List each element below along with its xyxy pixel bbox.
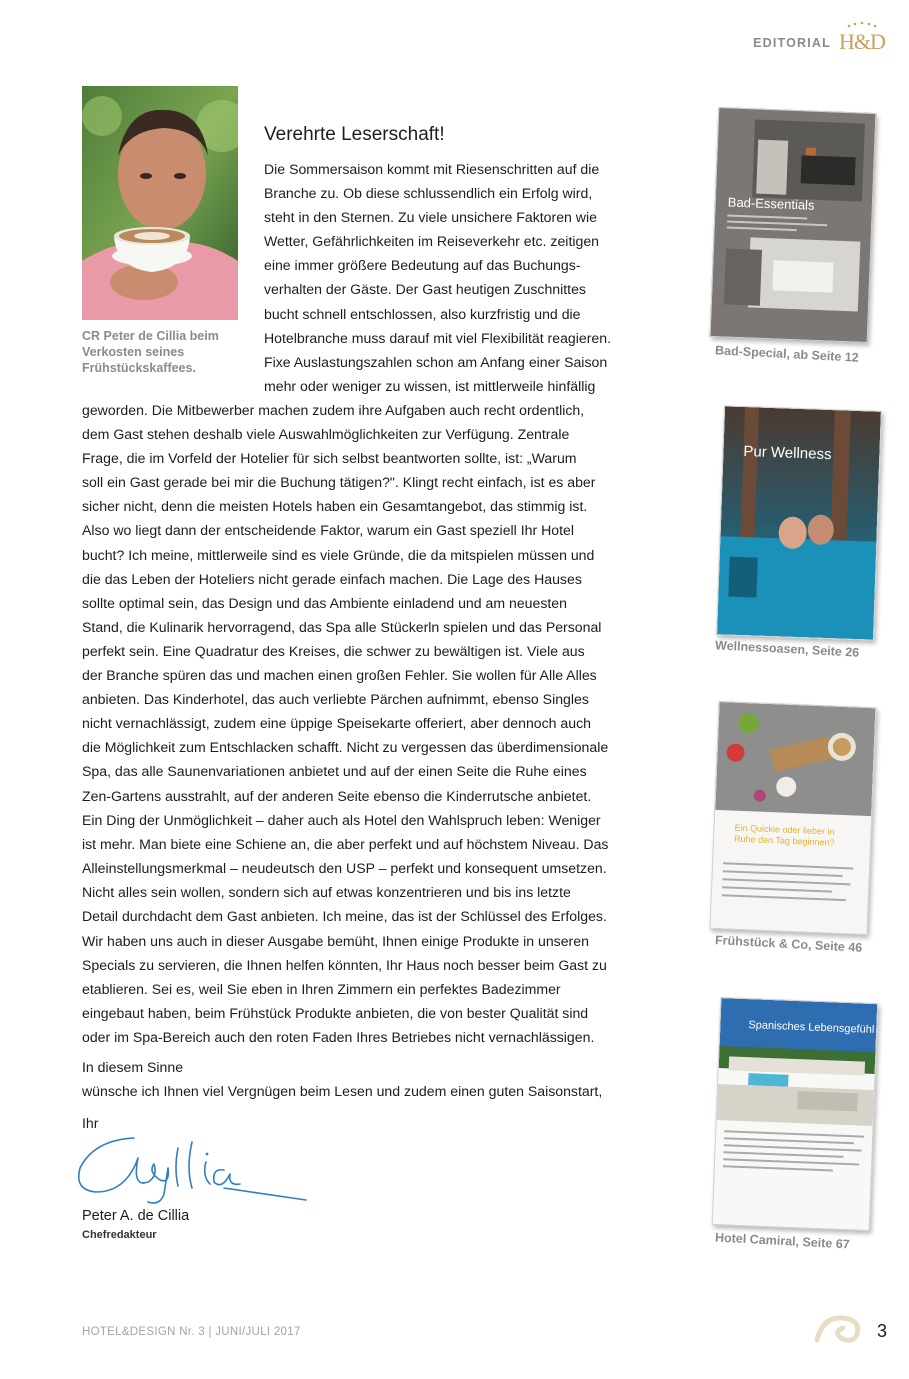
- text-line: geworden. Die Mitbewerber machen zudem ihre Aufgaben auch recht ordentlich,: [82, 402, 585, 418]
- text-line: bucht schnell entschlossen, also kurzfristig und die: [264, 305, 581, 322]
- decorative-swirl-icon: [809, 1300, 869, 1350]
- text-line: Hotelbranche muss darauf mit viel Flexibilität reagieren.: [264, 329, 612, 346]
- text-line: eine immer größere Bedeutung auf das Buchungs-: [264, 257, 581, 274]
- text-line: Specials zu servieren, die Ihnen helfen könnten, Ihr Haus noch besser beim Gast zu: [82, 957, 607, 974]
- closing-ihr: Ihr: [82, 1115, 99, 1131]
- cover-title: Spanisches Lebensgefühl: [748, 1019, 875, 1036]
- text-line: Detail durchdacht dem Gast anbieten. Ich meine, das ist der Schlüssel des Erfolges.: [82, 907, 607, 924]
- signature-name: Peter A. de Cillia: [82, 1208, 190, 1224]
- caption-line: Verkosten seines: [82, 345, 185, 359]
- text-line: nicht vernachlässigt, zudem eine üppige Speisekarte offeriert, aber dennoch auch: [82, 715, 591, 732]
- text-line: Fixe Auslastungszahlen schon am Anfang einer Saison: [264, 353, 608, 370]
- cover-bad-special[interactable]: [710, 107, 877, 343]
- text-line: In diesem Sinne: [82, 1059, 184, 1075]
- body-paragraph-2: [82, 929, 682, 1049]
- text-line: der Branche spüren das und machen einen großen Fehler. Sie wollen für Alle Alles: [82, 667, 597, 684]
- text-line: Ein Ding der Unmöglichkeit – daher auch als Hotel den Wahlspruch leben: Weniger: [82, 811, 601, 828]
- text-line: Alleinstellungsmerkmal – neudeutsch den USP – perfekt und konsequent umsetzen.: [82, 859, 607, 876]
- signature-role: Chefredakteur: [82, 1229, 157, 1241]
- caption-line: Frühstückskaffees.: [82, 361, 196, 375]
- text-line: dem Gast stehen deshalb viele Auswahlmöglichkeiten zur Verfügung. Zentrale: [82, 426, 570, 443]
- cover-title: Pur Wellness: [743, 443, 832, 464]
- hd-logo: [835, 20, 889, 54]
- cover-title: Bad-Essentials: [727, 194, 815, 213]
- cover-hotel-camiral[interactable]: [712, 997, 879, 1231]
- portrait-photo: [82, 86, 238, 320]
- closing-text: [82, 1055, 682, 1103]
- text-line: Wir haben uns auch in dieser Ausgabe bemüht, Ihnen einige Produkte in unseren: [82, 933, 589, 949]
- text-line: Wetter, Gefährlichkeiten im Reiseverkehr etc. zeitigen: [264, 233, 600, 250]
- text-line: Nicht alles sein wollen, sondern sich auf etwas konzentrieren und bis ins letzte: [82, 883, 571, 900]
- page-number: 3: [876, 1321, 887, 1341]
- logo-text: H&D: [839, 29, 885, 54]
- section-label: EDITORIAL: [753, 36, 831, 50]
- text-line: die Möglichkeit zum Entschlacken schafft. Nicht zu vergessen das überdimensionale: [82, 739, 609, 756]
- text-line: perfekt sein. Eine Quadratur des Kreises, die schwer zu bewältigen ist. Viele aus: [82, 642, 585, 659]
- cover-title: Ein Quickie oder lieber in Ruhe den Tag beginnen?: [733, 822, 835, 848]
- photo-caption: [82, 328, 252, 376]
- body-text-indented: [264, 157, 684, 398]
- text-line: bucht? Ich meine, mittlerweile sind es viele Gründe, die da mitspielen müssen und: [82, 546, 595, 563]
- caption-line: CR Peter de Cillia beim: [82, 329, 219, 343]
- text-line: soll ein Gast gerade bei mir die Buchung tätigen?". Klingt recht einfach, ist es aber: [82, 474, 596, 491]
- cover-caption[interactable]: Wellnessoasen, Seite 26: [714, 638, 860, 660]
- text-line: Die Sommersaison kommt mit Riesenschritten auf die: [264, 161, 600, 177]
- cover-caption[interactable]: Hotel Camiral, Seite 67: [714, 1230, 851, 1252]
- cover-caption[interactable]: Bad-Special, ab Seite 12: [714, 343, 860, 365]
- text-line: ist mehr. Man biete eine Schiene an, die aber perfekt und auf höchstem Niveau. Das: [82, 835, 609, 852]
- text-line: oder im Spa-Bereich auch den roten Faden Ihres Betriebes nicht vernachlässigen.: [82, 1029, 595, 1046]
- text-line: steht in den Sternen. Zu viele unsichere Faktoren wie: [264, 209, 597, 226]
- text-line: sicher nicht, denn die meisten Hotels haben ein Gesamtangebot, das stimmig ist.: [82, 498, 588, 515]
- cover-caption[interactable]: Frühstück & Co, Seite 46: [714, 933, 863, 955]
- text-line: sollte optimal sein, das Design und das Ambiente einladend und am neuesten: [82, 594, 567, 611]
- text-line: Zen-Gartens ausstrahlt, auf der anderen Seite ebenso die Kinderrutsche anbietet.: [82, 787, 592, 804]
- text-line: etablieren. Sei es, weil Sie eben in Ihren Zimmern ein perfektes Badezimmer: [82, 981, 561, 998]
- text-line: Also wo liegt dann der entscheidende Faktor, warum ein Gast speziell Ihr Hotel: [82, 522, 574, 539]
- body-text-full: [82, 398, 682, 928]
- text-line: Frage, die im Vorfeld der Hotelier für sich selbst beantworten sollte, ist: „Warum: [82, 450, 577, 467]
- text-line: Stand, die Kulinarik hervorragend, das Spa alle Stückerln spielen und das Personal: [82, 618, 602, 635]
- text-line: Spa, das alle Saunenvariationen anbietet und auf der einen Seite die Ruhe eines: [82, 763, 587, 780]
- cover-fruehstueck[interactable]: [709, 701, 876, 935]
- handwritten-signature: [74, 1128, 310, 1208]
- cover-wellness[interactable]: [716, 405, 882, 640]
- footer-issue: HOTEL&DESIGN Nr. 3 | JUNI/JULI 2017: [82, 1326, 301, 1338]
- text-line: anbieten. Das Kinderhotel, das auch verliebte Pärchen aufnimmt, ebenso Singles: [82, 691, 589, 708]
- text-line: Branche zu. Ob diese schlussendlich ein Erfolg wird,: [264, 185, 593, 202]
- text-line: verhalten der Gäste. Der Gast heutigen Zuschnittes: [264, 281, 586, 298]
- text-line: eingebaut haben, beim Frühstück Produkte anbieten, die von bester Qualität sind: [82, 1005, 589, 1022]
- salutation-heading: Verehrte Leserschaft!: [264, 124, 445, 145]
- text-line: mehr oder weniger zu wissen, ist mittlerweile hinfällig: [264, 377, 596, 394]
- text-line: die das Leben der Hoteliers nicht gerade einfach machen. Die Lage des Hauses: [82, 570, 582, 587]
- text-line: wünsche ich Ihnen viel Vergnügen beim Lesen und zudem einen guten Saisonstart,: [82, 1083, 603, 1100]
